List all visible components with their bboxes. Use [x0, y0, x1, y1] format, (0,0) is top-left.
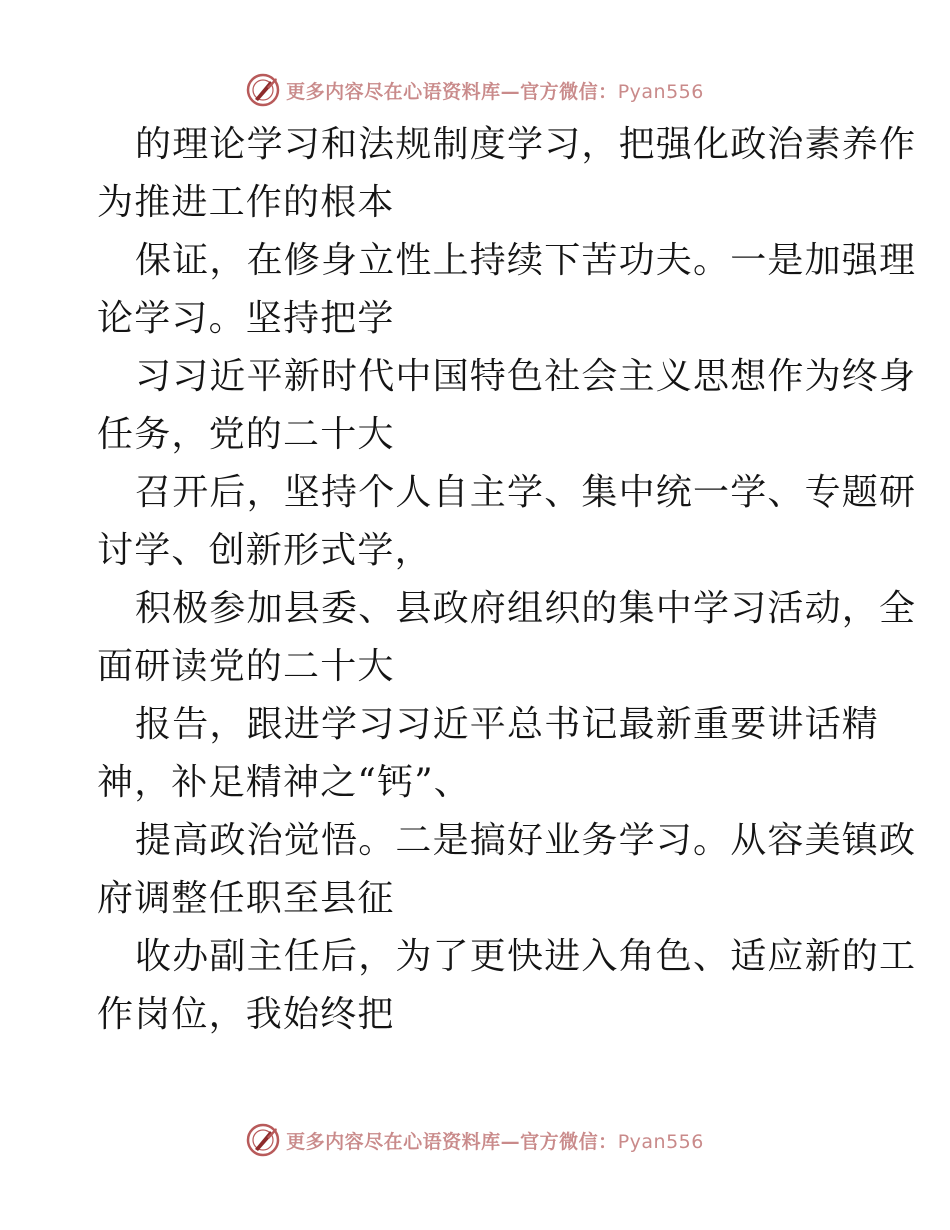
paragraph: 收办副主任后，为了更快进入角色、适应新的工 作岗位，我始终把 [97, 936, 917, 1035]
paragraph: 习习近平新时代中国特色社会主义思想作为终身 任务，党的二十大 [97, 356, 917, 455]
document-body [97, 116, 917, 1044]
paragraph: 召开后，坚持个人自主学、集中统一学、专题研 讨学、创新形式学， [97, 472, 917, 571]
paragraph: 积极参加县委、县政府组织的集中学习活动，全 面研读党的二十大 [97, 588, 917, 687]
paragraph: 保证，在修身立性上持续下苦功夫。一是加强理 论学习。坚持把学 [97, 240, 917, 339]
quill-logo-icon [246, 1123, 280, 1157]
quill-logo-icon [246, 73, 280, 107]
footer-watermark [0, 1120, 950, 1160]
paragraph: 报告，跟进学习习近平总书记最新重要讲话精 神，补足精神之“钙”、 [97, 704, 880, 803]
paragraph: 提高政治觉悟。二是搞好业务学习。从容美镇政 府调整任职至县征 [97, 820, 917, 919]
header-watermark [0, 70, 950, 110]
watermark-text: 更多内容尽在心语资料库—官方微信：Pyan556 [286, 80, 704, 103]
paragraph: 的理论学习和法规制度学习，把强化政治素养作 为推进工作的根本 [97, 124, 917, 223]
watermark-text: 更多内容尽在心语资料库—官方微信：Pyan556 [286, 1130, 704, 1153]
